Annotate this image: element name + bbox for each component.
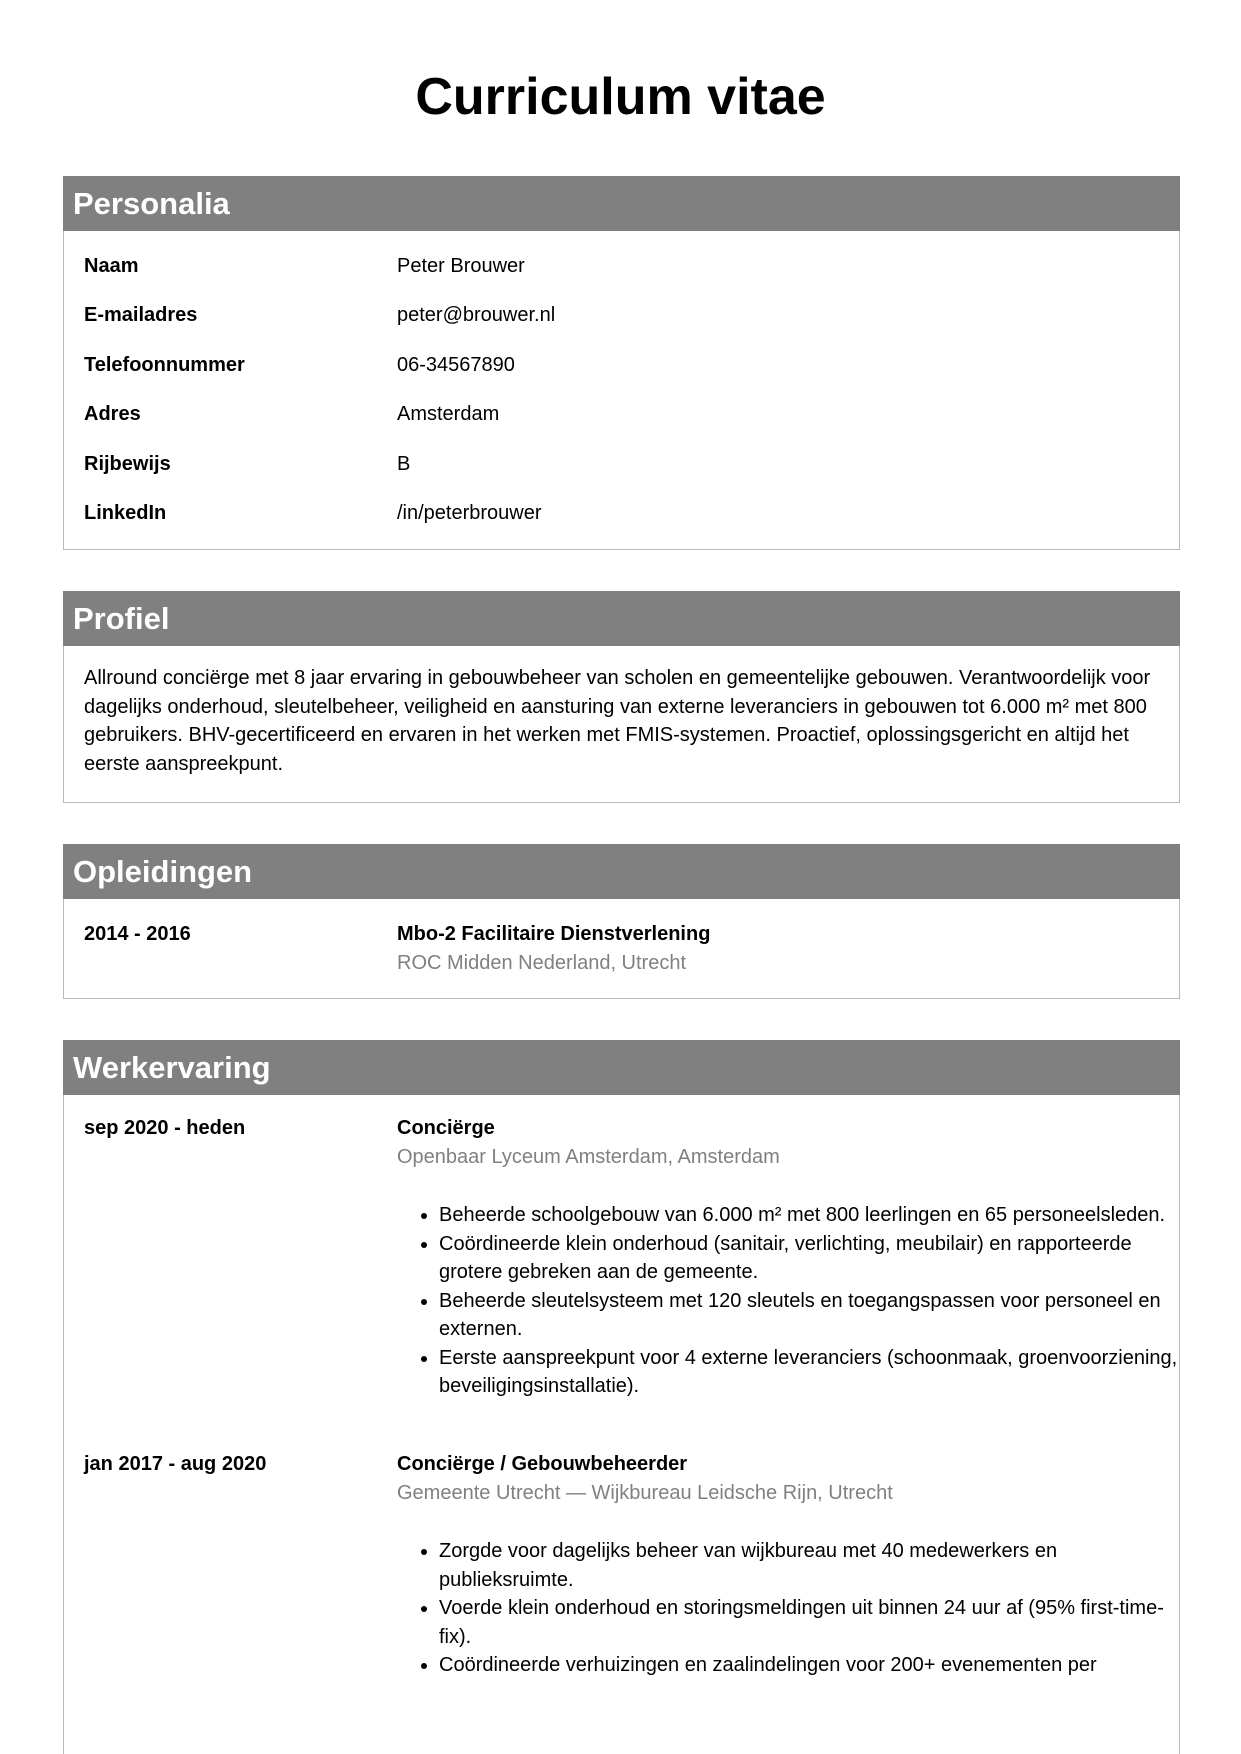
job-title: Conciërge / Gebouwbeheerder bbox=[397, 1453, 688, 1475]
job-employer: Gemeente Utrecht — Wijkbureau Leidsche Rijn, Utrecht bbox=[397, 1482, 893, 1504]
job-bullet: • Eerste aanspreekpunt voor 4 externe leveranciers (schoonmaak, groenvoorziening, beveiligingsinstallatie). bbox=[439, 1344, 1179, 1401]
job-period: sep 2020 - heden bbox=[84, 1117, 246, 1139]
label-telefoon: Telefoonnummer bbox=[84, 354, 245, 376]
label-naam: Naam bbox=[84, 255, 139, 277]
education-period: 2014 - 2016 bbox=[84, 923, 191, 945]
value-rijbewijs: B bbox=[397, 453, 411, 475]
job-period: jan 2017 - aug 2020 bbox=[84, 1453, 267, 1475]
job-bullet: • Coördineerde verhuizingen en zaalindelingen voor 200+ evenementen per bbox=[439, 1651, 1179, 1680]
job-bullet: • Coördineerde klein onderhoud (sanitair, verlichting, meubilair) en rapporteerde grotere gebreken aan de gemeente. bbox=[439, 1230, 1179, 1287]
label-adres: Adres bbox=[84, 403, 141, 425]
page-title: Curriculum vitae bbox=[415, 68, 826, 126]
section-profiel bbox=[63, 591, 1180, 803]
section-heading-profiel: Profiel bbox=[63, 591, 1180, 646]
value-email: peter@brouwer.nl bbox=[397, 304, 556, 326]
job-title: Conciërge bbox=[397, 1117, 495, 1139]
section-heading-werkervaring: Werkervaring bbox=[63, 1040, 1180, 1095]
value-adres: Amsterdam bbox=[397, 403, 500, 425]
label-linkedin: LinkedIn bbox=[84, 502, 167, 524]
section-werkervaring bbox=[63, 1040, 1180, 1754]
value-naam: Peter Brouwer bbox=[397, 255, 525, 277]
section-heading-personalia: Personalia bbox=[63, 176, 1180, 231]
label-rijbewijs: Rijbewijs bbox=[84, 453, 171, 475]
job-bullet-list bbox=[397, 1537, 1179, 1680]
job-bullet: • Zorgde voor dagelijks beheer van wijkbureau met 40 medewerkers en publieksruimte. bbox=[439, 1537, 1179, 1594]
education-institution: ROC Midden Nederland, Utrecht bbox=[397, 952, 687, 974]
job-bullet: • Voerde klein onderhoud en storingsmeldingen uit binnen 24 uur af (95% first-time-fix). bbox=[439, 1594, 1179, 1651]
education-title: Mbo-2 Facilitaire Dienstverlening bbox=[397, 923, 711, 945]
profile-text: Allround conciërge met 8 jaar ervaring in gebouwbeheer van scholen en gemeentelijke gebouwen. Verantwoordelijk voor dagelijks onderhoud, sleutelbeheer, veiligheid en aansturing van externe leveranciers in gebouwen tot 6.000 m² met 800 gebruikers. BHV-gecertificeerd en ervaren in het werken met FMIS-systemen. Proactief, oplossingsgericht en altijd het eerste aanspreekpunt. bbox=[84, 667, 1151, 775]
job-bullet-list bbox=[397, 1201, 1179, 1401]
job-bullet: • Beheerde schoolgebouw van 6.000 m² met 800 leerlingen en 65 personeelsleden. bbox=[439, 1201, 1179, 1230]
job-employer: Openbaar Lyceum Amsterdam, Amsterdam bbox=[397, 1146, 780, 1168]
value-linkedin: /in/peterbrouwer bbox=[397, 502, 542, 524]
label-email: E-mailadres bbox=[84, 304, 198, 326]
job-bullet: • Beheerde sleutelsysteem met 120 sleutels en toegangspassen voor personeel en externen. bbox=[439, 1287, 1179, 1344]
section-personalia bbox=[63, 176, 1180, 550]
value-telefoon: 06-34567890 bbox=[397, 354, 515, 376]
section-heading-opleidingen: Opleidingen bbox=[63, 844, 1180, 899]
section-opleidingen bbox=[63, 844, 1180, 999]
